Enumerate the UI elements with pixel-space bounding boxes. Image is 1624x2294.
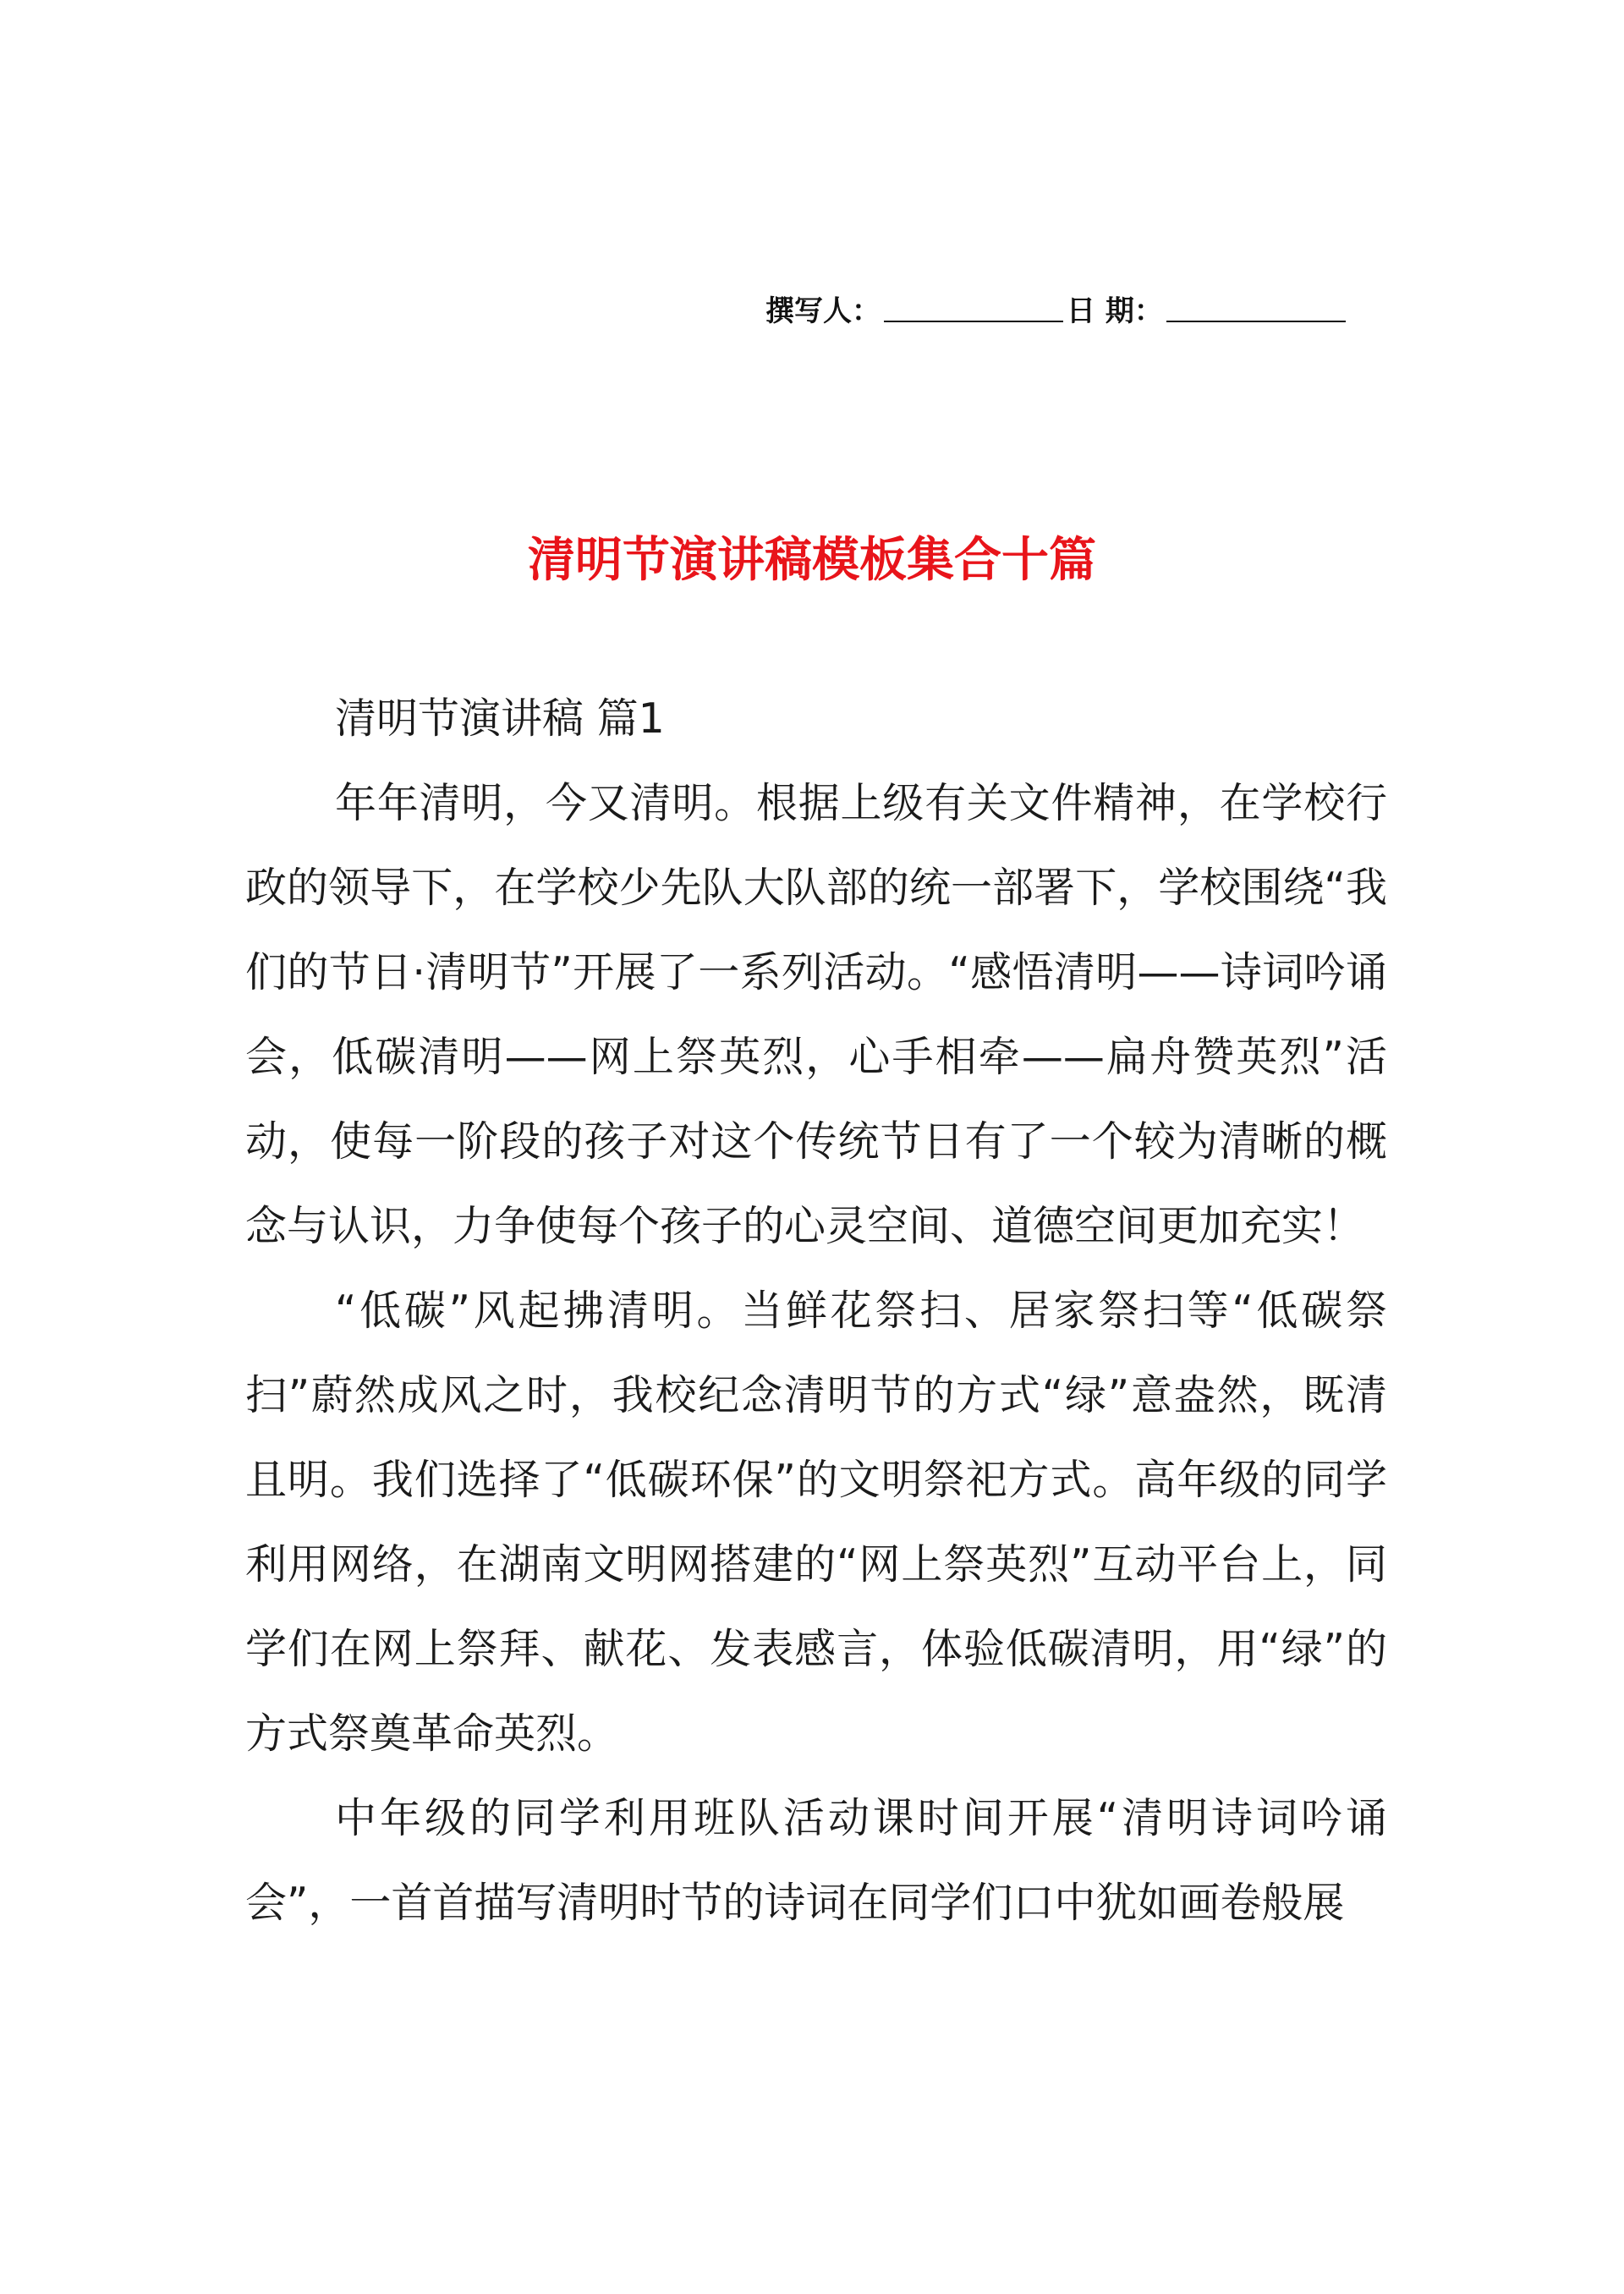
author-date-header (765, 282, 1391, 329)
date-label: 日 期： (1067, 294, 1163, 328)
section-heading: 清明节演讲稿 篇1 (335, 694, 665, 743)
document-body (245, 677, 1387, 1946)
paragraph: 年年清明，今又清明。根据上级有关文件精神，在学校行政的领导下，在学校少先队大队部的统一部署下，学校围绕“我们的节日·清明节”开展了一系列活动。“感悟清明——诗词吟诵会，低碳清明——网上祭英烈，心手相牵——扁舟赞英烈”活动，使每一阶段的孩子对这个传统节日有了一个较为清晰的概念与认识，力争使每个孩子的心灵空间、道德空间更加充实！ (245, 779, 1387, 1250)
paragraph: “低碳”风起拂清明。当鲜花祭扫、居家祭扫等“低碳祭扫”蔚然成风之时，我校纪念清明节的方式“绿”意盎然，既清且明。我们选择了“低碳环保”的文明祭祀方式。高年级的同学利用网络，在湖南文明网搭建的“网上祭英烈”互动平台上，同学们在网上祭拜、献花、发表感言，体验低碳清明，用“绿”的方式祭奠革命英烈。 (245, 1287, 1387, 1758)
author-blank-line (884, 321, 1063, 322)
author-label: 撰写人： (765, 294, 881, 328)
paragraph: 中年级的同学利用班队活动课时间开展“清明诗词吟诵会”，一首首描写清明时节的诗词在同学们口中犹如画卷般展 (245, 1794, 1387, 1927)
date-blank-line (1166, 321, 1346, 322)
document-title: 清明节演讲稿模板集合十篇 (528, 532, 1096, 588)
